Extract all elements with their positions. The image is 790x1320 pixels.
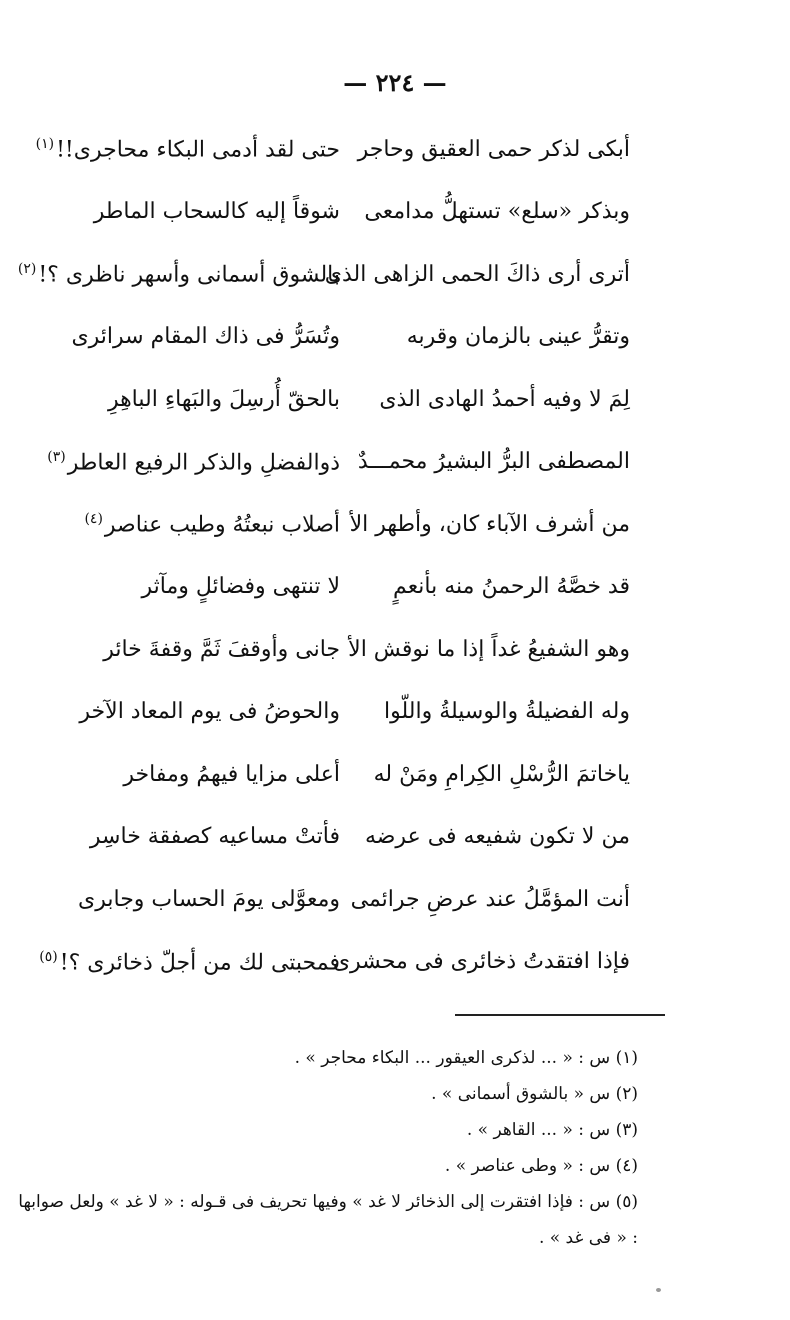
- verse-first-hemistich: المصطفى البرُّ البشيرُ محمـــدٌ: [357, 449, 630, 475]
- verse-second-hemistich: فمحبتى لك من أجلّ ذخائرى ؟!$^{(٥)}$: [39, 948, 340, 975]
- verse: [10, 368, 630, 431]
- verse-first-hemistich: فإذا افتقدتُ ذخائرى فى محشرى: [332, 949, 630, 975]
- page-speck: [656, 1288, 661, 1292]
- verse: [10, 306, 630, 369]
- verse-first-hemistich: قد خصَّهُ الرحمنُ منه بأنعمٍ: [393, 574, 630, 600]
- verse: [10, 181, 630, 244]
- verse-first-hemistich: من لا تكون شفيعه فى عرضه: [364, 824, 630, 850]
- footnote-marker: (٤): [84, 511, 103, 528]
- verse-first-hemistich: أترى أرى ذاكَ الحمى الزاهى الذى: [324, 261, 630, 287]
- verse-second-hemistich: شوقاً إليه كالسحاب الماطر: [93, 199, 340, 225]
- verse-second-hemistich: جانى وأوقفَ ثَمَّ وقفةَ خائر: [103, 636, 340, 662]
- verse-second-hemistich: أعلى مزايا فيهمُ ومفاخر: [123, 761, 340, 787]
- verse-first-hemistich: لِمَ لا وفيه أحمدُ الهادى الذى: [379, 386, 630, 412]
- verse-second-hemistich: لا تنتهى وفضائلٍ ومآثر: [141, 574, 340, 600]
- verse-first-hemistich: من أشرف الآباء كان، وأطهر الأ: [349, 511, 630, 537]
- verse-second-hemistich: بالشوق أسمانى وأسهر ناظرى ؟!$^{(٢)}$: [17, 261, 340, 288]
- footnote-marker: (٢): [17, 261, 37, 278]
- footnote: (٤) س : « وطى عناصر » .: [444, 1156, 638, 1176]
- verse-second-hemistich: وتُسَرُّ فى ذاك المقام سرائرى: [71, 324, 340, 350]
- footnote-marker: (١): [35, 136, 55, 153]
- footnote-divider: [455, 1014, 665, 1016]
- verse-second-hemistich: ومعوَّلى يومَ الحساب وجابرى: [78, 886, 340, 912]
- verse: [10, 931, 630, 994]
- footnote-marker: (٣): [47, 448, 66, 465]
- verse: [10, 493, 630, 556]
- verse: [10, 118, 630, 181]
- footnote-marker: (٥): [39, 948, 58, 965]
- verse-second-hemistich: فأتتْ مساعيه كصفقة خاسِر: [89, 824, 340, 850]
- verse: [10, 431, 630, 494]
- verse-first-hemistich: وهو الشفيعُ غداً إذا ما نوقش الأ: [348, 636, 630, 662]
- verse-second-hemistich: بالحقّ أُرسِلَ والبَهاءِ الباهِرِ: [107, 386, 340, 412]
- verse-first-hemistich: وله الفضيلةُ والوسيلةُ واللّوا: [384, 699, 630, 725]
- verse: [10, 243, 630, 306]
- verse: [10, 806, 630, 869]
- verse-first-hemistich: أبكى لذكر حمى العقيق وحاجر: [357, 136, 630, 162]
- verse-second-hemistich: أصلاب نبعتُهُ وطيب عناصر$^{(٤)}$: [84, 511, 340, 538]
- verse-first-hemistich: وتقرُّ عينى بالزمان وقربه: [406, 324, 630, 350]
- verse-first-hemistich: وبذكر «سلع» تستهلُّ مدامعى: [364, 199, 630, 225]
- footnote: (٢) س « بالشوق أسمانى » .: [431, 1084, 638, 1104]
- page-number: — ٢٢٤ —: [343, 68, 447, 97]
- verse-first-hemistich: ياخاتمَ الرُّسْلِ الكِرامِ ومَنْ له: [373, 761, 630, 787]
- footnotes: [8, 1040, 638, 1256]
- verse: [10, 618, 630, 681]
- verse-second-hemistich: حتى لقد أدمى البكاء محاجرى!!$^{(١)}$: [35, 136, 340, 163]
- verse: [10, 681, 630, 744]
- verse: [10, 868, 630, 931]
- poem: [10, 118, 630, 993]
- verse-second-hemistich: والحوضُ فى يوم المعاد الآخر: [79, 699, 340, 725]
- verse: [10, 556, 630, 619]
- verse-first-hemistich: أنت المؤمَّلُ عند عرضِ جرائمى: [350, 886, 630, 912]
- verse-second-hemistich: ذوالفضلِ والذكر الرفيع العاطر$^{(٣)}$: [47, 448, 340, 475]
- footnote: (٥) س : فإذا افتقرت إلى الذخائر لا غد » وفيها تحريف فى قـوله : « لا غد » ولعل صوابها : « فى غد » .: [18, 1192, 638, 1248]
- footnote: (١) س : « ... لذكرى العيقور ... البكاء محاجر » .: [294, 1048, 638, 1068]
- verse: [10, 743, 630, 806]
- footnote: (٣) س : « ... القاهر » .: [466, 1120, 638, 1140]
